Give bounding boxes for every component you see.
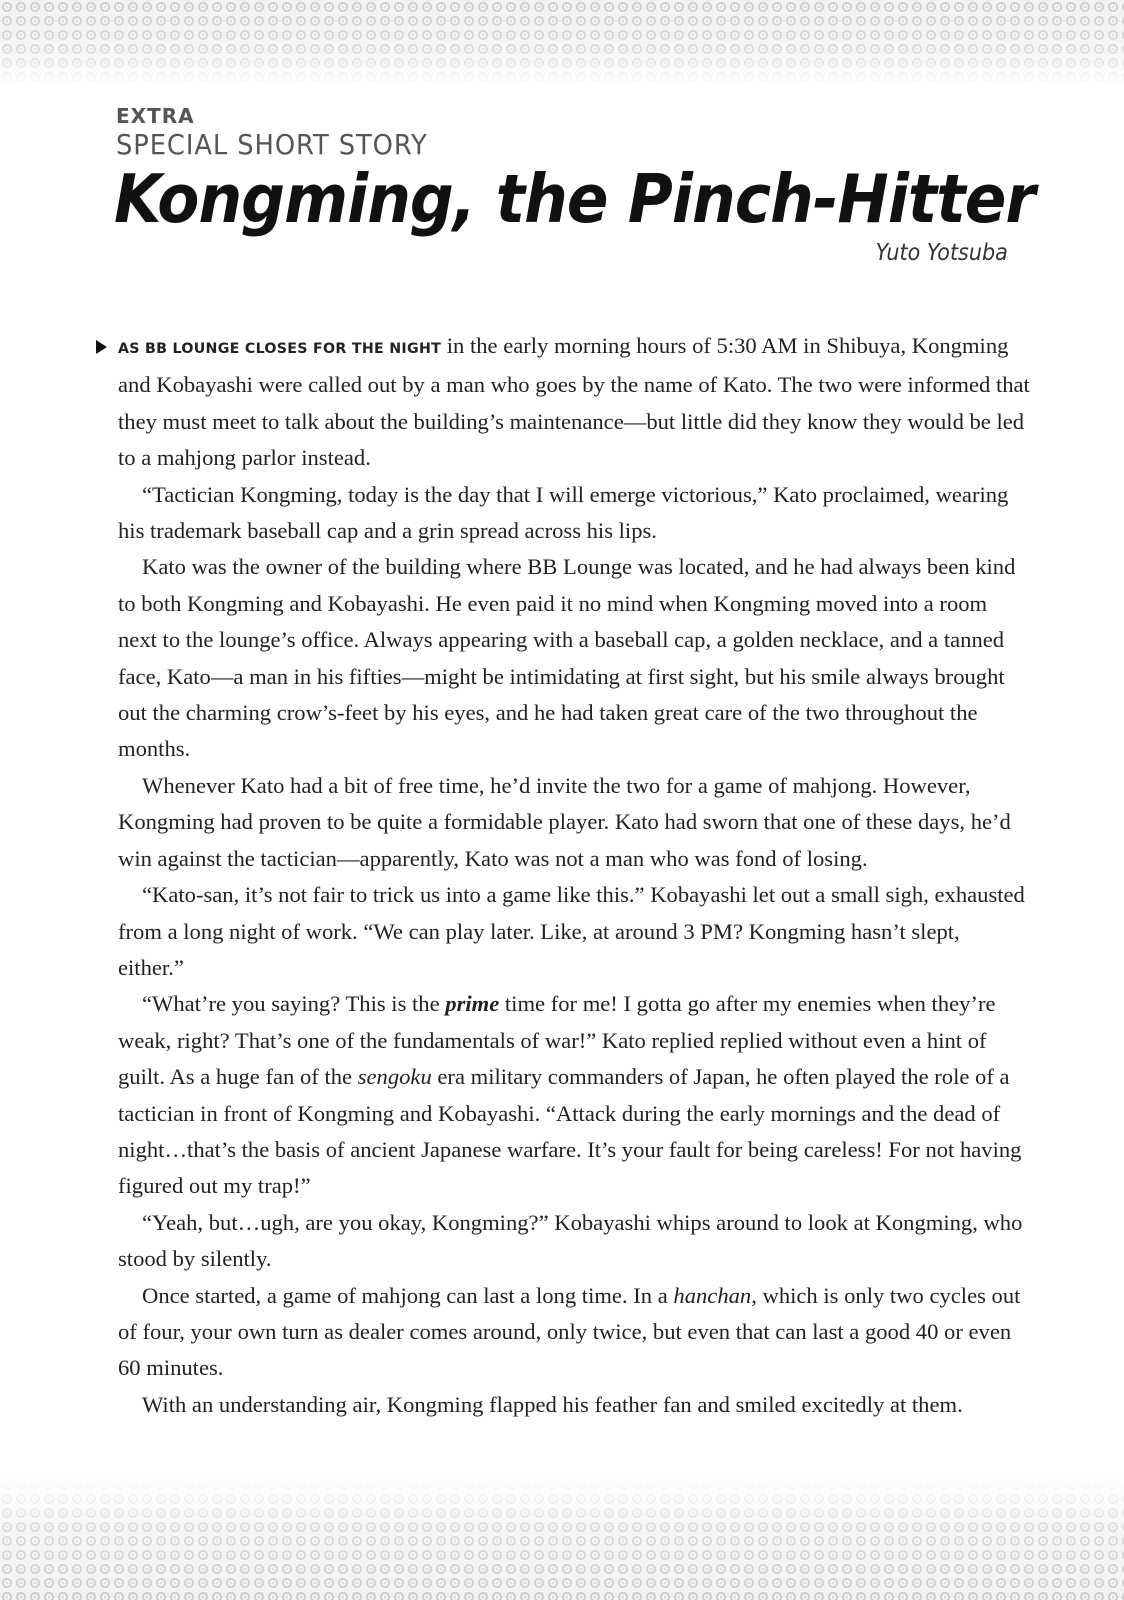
story-body bbox=[118, 328, 1030, 1423]
emphasis-sengoku: sengoku bbox=[357, 1064, 432, 1090]
paragraph-6-text-c: era military commanders of Japan, he often played the role of a tactician in front of Kongming and Kobayashi. “Attack during the early mornings and the dead of night…that’s the basis of ancient Japanese warfare. It’s your fault for being careless! For not having figured out my trap!” bbox=[118, 1064, 1022, 1199]
paragraph-6-text-b: time for me! I gotta go after my enemies when they’re weak, right? That’s one of the fundamentals of war!” Kato replied replied without even a hint of guilt. As a huge fan of the bbox=[118, 991, 996, 1090]
emphasis-hanchan: hanchan bbox=[673, 1282, 752, 1308]
story-author: Yuto Yotsuba bbox=[875, 240, 1008, 266]
paragraph-8 bbox=[118, 1278, 1030, 1387]
paragraph-2: “Tactician Kongming, today is the day that I will emerge victorious,” Kato proclaimed, wearing his trademark baseball cap and a grin spread across his lips. bbox=[118, 481, 1009, 544]
top-pattern-fade bbox=[0, 0, 1124, 88]
story-subtitle: SPECIAL SHORT STORY bbox=[116, 128, 428, 161]
story-header bbox=[114, 104, 1035, 274]
paragraph-4: Whenever Kato had a bit of free time, he’d invite the two for a game of mahjong. However, Kongming had proven to be quite a formidable player. Kato had sworn that one of these days, he’d win against the tactician—apparently, Kato was not a man who was fond of losing. bbox=[118, 772, 1011, 871]
paragraph-9: With an understanding air, Kongming flapped his feather fan and smiled excitedly at them. bbox=[142, 1391, 963, 1417]
paragraph-8-text-b: , which is only two cycles out of four, your own turn as dealer comes around, only twice, but even that can last a good 40 or even 60 minutes. bbox=[118, 1282, 1021, 1381]
bottom-pattern-fade bbox=[0, 1478, 1124, 1600]
extra-label: EXTRA bbox=[116, 104, 195, 128]
paragraph-6-text-a: “What’re you saying? This is the bbox=[142, 991, 446, 1017]
play-arrow-icon bbox=[96, 340, 107, 354]
paragraph-5: “Kato-san, it’s not fair to trick us into a game like this.” Kobayashi let out a small sigh, exhausted from a long night of work. “We can play later. Like, at around 3 PM? Kongming hasn’t slept, either.” bbox=[118, 882, 1025, 980]
paragraph-8-text-a: Once started, a game of mahjong can last a long time. In a bbox=[142, 1282, 674, 1308]
paragraph-7: “Yeah, but…ugh, are you okay, Kongming?” Kobayashi whips around to look at Kongming, who stood by silently. bbox=[118, 1209, 1023, 1272]
paragraph-1-text: in the early morning hours of 5:30 AM in Shibuya, Kongming and Kobayashi were called out by a man who goes by the name of Kato. The two were informed that they must meet to talk about the building’s maintenance—but little did they know they would be led to a mahjong parlor instead. bbox=[118, 333, 1030, 471]
lead-in-caps: AS BB LOUNGE CLOSES FOR THE NIGHT bbox=[118, 341, 442, 357]
paragraph-6 bbox=[118, 986, 1030, 1204]
paragraph-3: Kato was the owner of the building where BB Lounge was located, and he had always been kind to both Kongming and Kobayashi. He even paid it no mind when Kongming moved into a room next to the lounge’s office. Always appearing with a baseball cap, a golden necklace, and a tanned face, Kato—a man in his fifties—might be intimidating at first sight, but his smile always brought out the charming crow’s-feet by his eyes, and he had taken great care of the two throughout the months. bbox=[118, 554, 1016, 762]
story-title: Kongming, the Pinch-Hitter bbox=[114, 160, 1035, 238]
emphasis-prime: prime bbox=[445, 991, 500, 1017]
paragraph-1 bbox=[118, 328, 1030, 477]
